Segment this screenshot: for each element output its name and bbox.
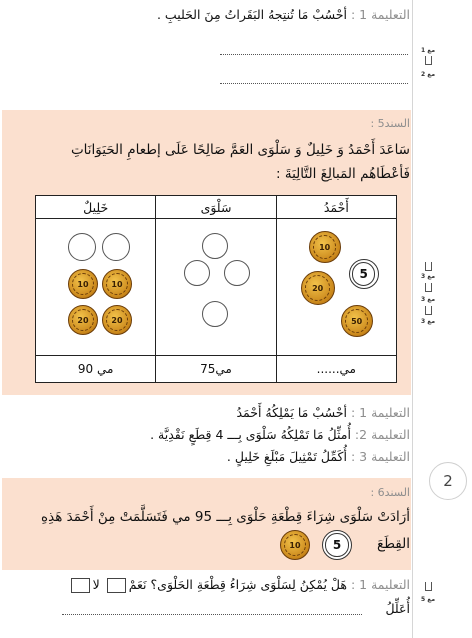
empty-coin-circle[interactable] (184, 260, 210, 286)
ahmed-amount-blank[interactable]: ......مي (276, 356, 396, 383)
empty-coin-circle[interactable] (68, 233, 96, 261)
instruction-top (157, 7, 410, 22)
khalil-amount: 90 مي (36, 356, 156, 383)
yes-checkbox[interactable] (107, 578, 126, 593)
mark-box (425, 582, 432, 591)
column-header-ahmed: أَحْمَدُ (276, 196, 396, 219)
mark-box (425, 306, 432, 315)
instruction-3: التعليمة 3 : أُكَمِّلُ تَمْثِيلَ مَبْلَغِ خَلِيلٍ . (226, 449, 410, 464)
coin-10-icon: 10 (280, 530, 310, 560)
mark-box (425, 262, 432, 271)
mark-box (425, 283, 432, 292)
column-header-khalil: خَلِيلٌ (36, 196, 156, 219)
document-6-label: السند6 : (370, 486, 410, 499)
explain-label: أُعَلِّلُ (385, 601, 410, 616)
document-5-label: السند5 : (370, 117, 410, 130)
salwa-amount: 75مي (156, 356, 276, 383)
amounts-table (35, 195, 397, 383)
column-header-salwa: سَلْوَى (156, 196, 276, 219)
document-6-line1: أرَادَتْ سَلْوَى شِرَاءَ قِطْعَةِ حَلْوَى بِـــ 95 مي فَتَسَلَّمَتْ مِنْ أَحْمَدَ هَذِهِ (41, 509, 410, 525)
coin-20-icon: 20 (68, 305, 98, 335)
instruction-1: التعليمة 1 : أحْسُبْ مَا يَمْلِكُهُ أَحْمَدُ (236, 405, 410, 420)
document-5-line1: سَاعَدَ أَحْمَدُ وَ خَلِيلٌ وَ سَلْوَى العَمَّ صَالِحًا عَلَى إطعامِ الحَيَوَانَاتِ (70, 142, 410, 158)
coin-20-icon: 20 (301, 271, 335, 305)
no-checkbox[interactable] (71, 578, 90, 593)
answer-line[interactable] (62, 614, 362, 615)
document-5-line2: فَأعْطَاهُم المَبالِغَ التَّالِيَةَ : (276, 166, 410, 182)
ahmed-coins-cell (276, 219, 396, 356)
answer-line[interactable] (220, 54, 408, 55)
answer-line[interactable] (220, 83, 408, 84)
salwa-coins-cell (156, 219, 276, 356)
empty-coin-circle[interactable] (202, 301, 228, 327)
empty-coin-circle[interactable] (224, 260, 250, 286)
instruction-last: التعليمة 1 : هَلْ يُمْكِنُ لِسَلْوَى شِرَاءُ قِطْعَةِ الحَلْوَى؟ نَعَمْ لا (68, 577, 410, 593)
coin-10-icon: 10 (68, 269, 98, 299)
coin-10-icon: 10 (102, 269, 132, 299)
worksheet-page: التعليمة 1 : أحْسُبْ مَا تُنتِجهُ البَقَراتُ مِنَ الحَليبِ . السند5 : سَاعَدَ أَحْمَدُ وَ خَلِيلٌ وَ سَلْوَى العَمَّ صَالِحًا عَلَى إطعامِ الحَيَوَانَاتِ فَأعْطَاهُم المَبالِغَ التَّالِيَةَ : خَلِيلٌ سَلْوَى أَحْمَدُ 10 10 20 20 10 5 20 50 90 مي 75مي ......مي التعليمة 1 : أحْسُبْ مَا يَمْلِكُهُ أَحْمَدُ التعليمة 2: أُمثِّلُ مَا تَمْلِكُهُ سَلْوَى بِـــ 4 قِطَعٍ نَقْدِيَّة . التعليمة 3 : أُكَمِّلُ تَمْثِيلَ مَبْلَغِ خَلِيلٍ . السند6 : أرَادَتْ سَلْوَى شِرَاءَ قِطْعَةِ حَلْوَى بِـــ 95 مي فَتَسَلَّمَتْ مِنْ أَحْمَدَ هَذِهِ القِطَعَ 10 5 التعليمة 1 : هَلْ يُمْكِنُ لِسَلْوَى شِرَاءُ قِطْعَةِ الحَلْوَى؟ نَعَمْ لا أُعَلِّلُ مع 1 مع 2 مع 3 مع 3 مع 3 مع 5 2 (0, 0, 472, 638)
empty-coin-circle[interactable] (102, 233, 130, 261)
page-number: 2 (429, 462, 467, 500)
instruction-text: أحْسُبْ مَا تُنتِجهُ البَقَراتُ مِنَ الحَليبِ . (156, 7, 347, 22)
coin-20-icon: 20 (102, 305, 132, 335)
coin-5-icon: 5 (349, 259, 379, 289)
khalil-coins-cell (36, 219, 156, 356)
mark-box (425, 56, 432, 65)
document-6-line2: القِطَعَ (377, 536, 410, 552)
coin-50-icon: 50 (341, 305, 373, 337)
instruction-2: التعليمة 2: أُمثِّلُ مَا تَمْلِكُهُ سَلْوَى بِـــ 4 قِطَعٍ نَقْدِيَّة . (150, 427, 410, 442)
coin-5-icon: 5 (322, 530, 352, 560)
instruction-label: التعليمة 1 : (350, 7, 410, 22)
empty-coin-circle[interactable] (202, 233, 228, 259)
margin-line (412, 0, 413, 638)
coin-10-icon: 10 (309, 231, 341, 263)
